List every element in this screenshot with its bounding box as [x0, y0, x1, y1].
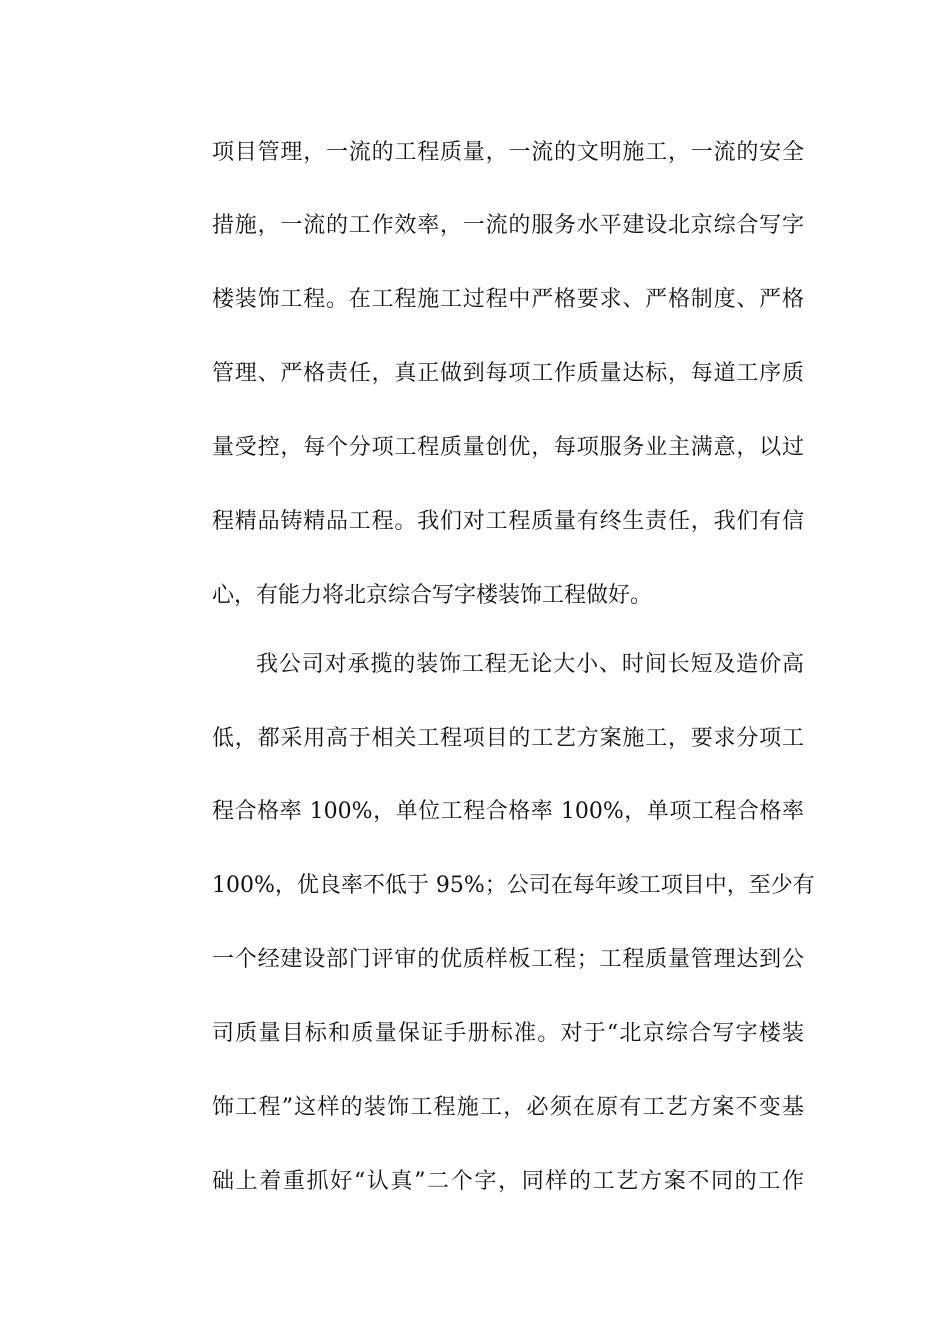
- paragraph-2-line-1: 我公司对承揽的装饰工程无论大小、时间长短及造价高: [256, 652, 804, 677]
- paragraph-1-line-4: 管理、严格责任，真正做到每项工作质量达标，每道工序质: [212, 361, 804, 386]
- paragraph-1-line-7: 心，有能力将北京综合写字楼装饰工程做好。: [212, 583, 653, 608]
- paragraph-2-line-6: 司质量目标和质量保证手册标准。对于“北京综合写字楼装: [212, 1021, 804, 1046]
- paragraph-1-line-2: 措施，一流的工作效率，一流的服务水平建设北京综合写字: [212, 213, 804, 238]
- paragraph-1-line-6: 程精品铸精品工程。我们对工程质量有终生责任，我们有信: [212, 509, 804, 534]
- paragraph-2-line-2: 低，都采用高于相关工程项目的工艺方案施工，要求分项工: [212, 726, 804, 751]
- paragraph-2-line-3: 程合格率 100%，单位工程合格率 100%，单项工程合格率: [212, 799, 804, 824]
- paragraph-1-line-3: 楼装饰工程。在工程施工过程中严格要求、严格制度、严格: [212, 287, 804, 312]
- paragraph-2-line-7: 饰工程”这样的装饰工程施工，必须在原有工艺方案不变基: [212, 1095, 804, 1120]
- paragraph-2-line-5: 一个经建设部门评审的优质样板工程；工程质量管理达到公: [212, 947, 804, 972]
- paragraph-1-line-1: 项目管理，一流的工程质量，一流的文明施工，一流的安全: [212, 140, 804, 165]
- paragraph-2-line-4: 100%，优良率不低于 95%；公司在每年竣工项目中，至少有: [212, 873, 815, 898]
- paragraph-2-line-8: 础上着重抓好“认真”二个字，同样的工艺方案不同的工作: [212, 1169, 804, 1194]
- paragraph-1-line-5: 量受控，每个分项工程质量创优，每项服务业主满意，以过: [212, 435, 804, 460]
